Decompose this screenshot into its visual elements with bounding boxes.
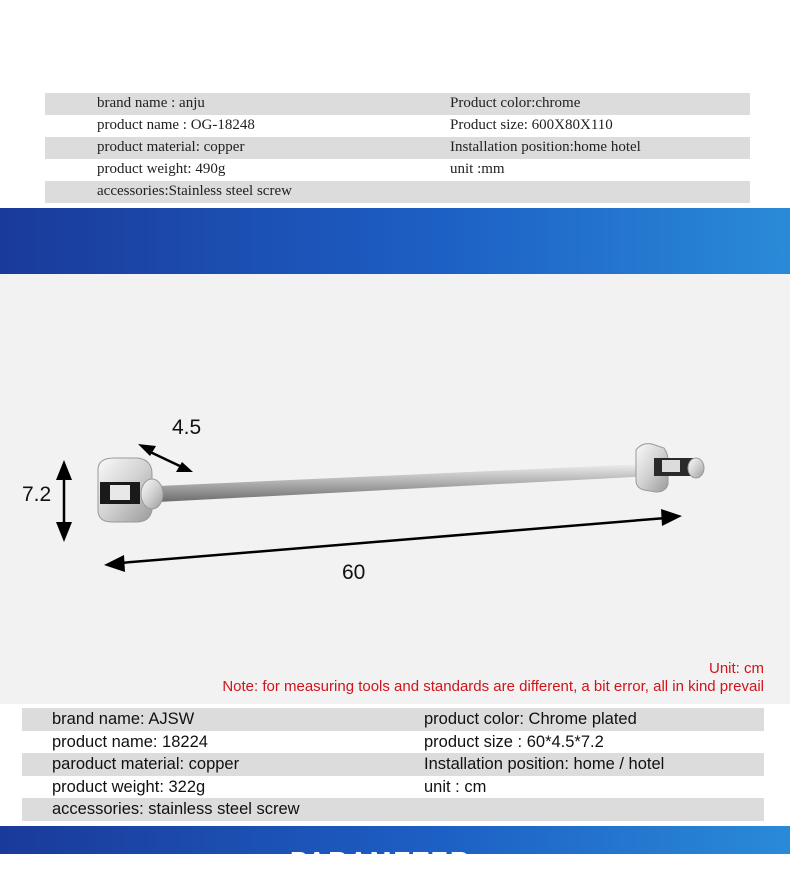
spec-weight: product weight: 322g (52, 777, 206, 796)
spec-row (45, 137, 750, 159)
parameter-banner-title: PARAMETER (290, 846, 471, 876)
spec-row (45, 181, 750, 203)
spec-color: Product color:chrome (450, 95, 581, 111)
parameter-banner (0, 826, 790, 876)
dimension-depth-label: 4.5 (172, 416, 202, 439)
spec-row (22, 776, 764, 799)
spec-accessories: accessories:Stainless steel screw (97, 183, 292, 199)
spec-installation: Installation position:home hotel (450, 139, 641, 155)
section-banner (0, 208, 790, 274)
spec-material: paroduct material: copper (52, 755, 240, 774)
spec-weight: product weight: 490g (97, 161, 226, 177)
dimension-height-label: 7.2 (22, 483, 52, 506)
spec-row (22, 753, 764, 776)
towel-bar-diagram (0, 274, 790, 704)
dimension-length-label: 60 (342, 561, 366, 584)
spec-row (22, 731, 764, 754)
spec-material: product material: copper (97, 139, 245, 155)
spec-product-name: product name : OG-18248 (97, 117, 255, 133)
spec-brand: brand name : anju (97, 95, 205, 111)
spec-row (22, 708, 764, 731)
spec-accessories: accessories: stainless steel screw (52, 800, 300, 819)
length-arrow (104, 509, 682, 572)
spec-unit: unit : cm (424, 777, 487, 796)
spec-installation: Installation position: home / hotel (424, 755, 665, 774)
spec-row (45, 115, 750, 137)
height-arrow (56, 460, 72, 542)
spec-size: Product size: 600X80X110 (450, 117, 613, 133)
unit-note: Unit: cm (708, 660, 764, 677)
spec-row (22, 798, 764, 821)
spec-product-name: product name: 18224 (52, 732, 208, 751)
spec-row (45, 93, 750, 115)
spec-table-top (45, 93, 750, 203)
spec-color: product color: Chrome plated (424, 710, 637, 728)
measurement-disclaimer: Note: for measuring tools and standards are different, a bit error, all in kind prevail (222, 678, 764, 695)
towel-bar-rod (158, 462, 690, 502)
spec-unit: unit :mm (450, 161, 505, 177)
spec-table-bottom (22, 708, 764, 821)
left-mount-bracket (98, 458, 163, 522)
spec-size: product size : 60*4.5*7.2 (424, 732, 604, 751)
right-mount-bracket (636, 444, 704, 492)
spec-row (45, 159, 750, 181)
spec-brand: brand name: AJSW (52, 710, 195, 728)
